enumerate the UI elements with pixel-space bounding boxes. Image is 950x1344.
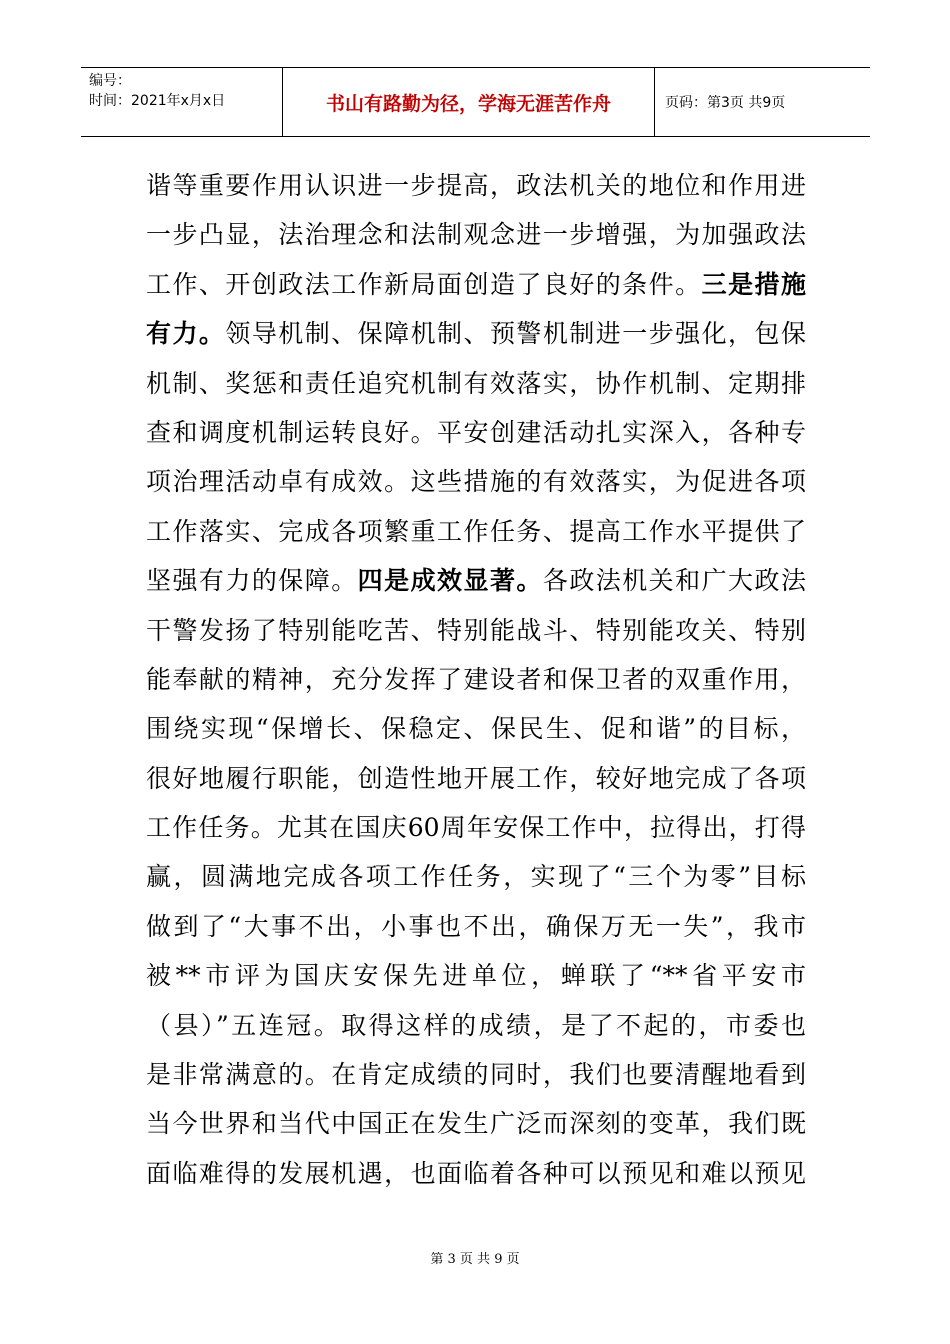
body-line xyxy=(146,606,806,655)
body-text-segment: 各政法机关和广大政法 xyxy=(542,566,806,596)
body-emphasis-text: 四是成效显著。 xyxy=(357,566,543,596)
body-line xyxy=(146,951,806,1000)
body-text-segment: 机制、奖惩和责任追究机制有效落实，协作机制、定期排 xyxy=(146,368,806,398)
body-text-segment: 工作任务。尤其在国庆60周年安保工作中，拉得出，打得 xyxy=(146,813,806,843)
body-text-segment: 查和调度机制运转良好。平安创建活动扎实深入，各种专 xyxy=(146,417,806,447)
body-text-segment: 工作、开创政法工作新局面创造了良好的条件。 xyxy=(146,269,702,299)
header-motto: 书山有路勤为径，学海无涯苦作舟 xyxy=(283,68,655,136)
body-text-segment: 工作落实、完成各项繁重工作任务、提高工作水平提供了 xyxy=(146,516,806,546)
body-line xyxy=(146,1149,806,1198)
body-line xyxy=(146,309,806,358)
body-line xyxy=(146,457,806,506)
body-line xyxy=(146,852,806,901)
document-body xyxy=(146,161,806,1198)
body-line xyxy=(146,408,806,457)
body-text-segment: 领导机制、保障机制、预警机制进一步强化，包保 xyxy=(225,319,806,349)
body-text-segment: 围绕实现“保增长、保稳定、保民生、促和谐”的目标， xyxy=(146,714,806,744)
body-line xyxy=(146,1099,806,1148)
body-line xyxy=(146,556,806,605)
body-emphasis-text: 三是措施 xyxy=(701,269,806,299)
body-line xyxy=(146,754,806,803)
body-line xyxy=(146,210,806,259)
page-header xyxy=(81,67,870,137)
body-line xyxy=(146,704,806,753)
body-text-segment: 做到了“大事不出，小事也不出，确保万无一失”，我市 xyxy=(146,911,806,941)
body-text-segment: 赢，圆满地完成各项工作任务，实现了“三个为零”目标 xyxy=(146,862,806,892)
body-emphasis-text: 有力。 xyxy=(146,319,226,349)
body-text-segment: 被**市评为国庆安保先进单位，蝉联了“**省平安市 xyxy=(146,961,806,991)
body-text-segment: 项治理活动卓有成效。这些措施的有效落实，为促进各项 xyxy=(146,467,806,497)
body-text-segment: 很好地履行职能，创造性地开展工作，较好地完成了各项 xyxy=(146,763,806,793)
document-time-label: 时间：2021年x月x日 xyxy=(89,93,226,109)
body-text-segment: 一步凸显，法治理念和法制观念进一步增强，为加强政法 xyxy=(146,220,806,250)
body-line xyxy=(146,359,806,408)
document-number-label: 编号： xyxy=(89,73,131,89)
body-text-segment: 是非常满意的。在肯定成绩的同时，我们也要清醒地看到 xyxy=(146,1060,806,1090)
body-line xyxy=(146,1001,806,1050)
body-text-segment: 干警发扬了特别能吃苦、特别能战斗、特别能攻关、特别 xyxy=(146,615,806,645)
body-text-segment: 坚强有力的保障。 xyxy=(146,566,358,596)
header-meta xyxy=(81,68,283,136)
body-line xyxy=(146,161,806,210)
header-page-label: 页码：第3页 共9页 xyxy=(665,95,786,111)
body-text-segment: 能奉献的精神，充分发挥了建设者和保卫者的双重作用， xyxy=(146,664,806,694)
body-line xyxy=(146,260,806,309)
body-line xyxy=(146,655,806,704)
body-text-segment: 谐等重要作用认识进一步提高，政法机关的地位和作用进 xyxy=(146,171,806,200)
page-footer: 第 3 页 共 9 页 xyxy=(430,1252,520,1267)
body-line xyxy=(146,507,806,556)
body-line xyxy=(146,803,806,852)
body-line xyxy=(146,902,806,951)
body-text-segment: 面临难得的发展机遇，也面临着各种可以预见和难以预见 xyxy=(146,1158,806,1188)
body-text-segment: 当今世界和当代中国正在发生广泛而深刻的变革，我们既 xyxy=(146,1109,806,1139)
body-text-segment: （县）”五连冠。取得这样的成绩，是了不起的，市委也 xyxy=(146,1010,806,1040)
body-line xyxy=(146,1050,806,1099)
